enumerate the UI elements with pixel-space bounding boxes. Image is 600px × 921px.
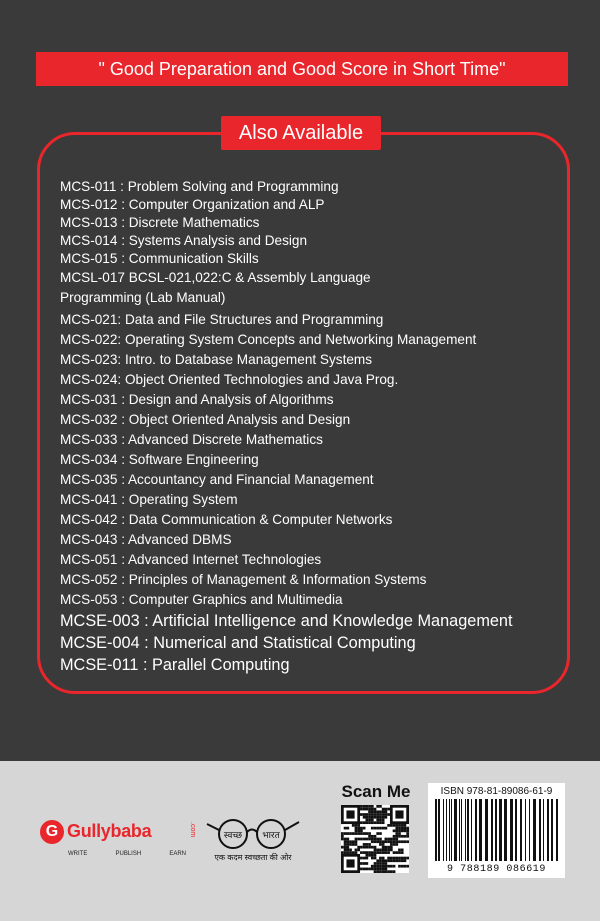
tag-write: WRITE	[68, 851, 88, 857]
isbn-digits: 9 788189 086619	[446, 864, 546, 875]
slogan-text: " Good Preparation and Good Score in Short Time"	[98, 58, 506, 79]
book-list-item: MCS-032 : Object Oriented Analysis and Design	[60, 412, 351, 427]
swachh-bharat-logo	[203, 816, 303, 866]
gandhi-glasses-icon	[203, 816, 303, 852]
book-list-item: MCS-043 : Advanced DBMS	[60, 532, 232, 547]
scan-me-label: Scan Me	[341, 782, 411, 801]
qr-code	[341, 805, 409, 873]
book-list-item: MCS-031 : Design and Analysis of Algorithms	[60, 392, 334, 407]
book-list-item: MCS-052 : Principles of Management & Information Systems	[60, 572, 427, 587]
book-list-item: MCS-021: Data and File Structures and Programming	[60, 312, 384, 327]
book-list-item: MCS-012 : Computer Organization and ALP	[60, 197, 325, 212]
book-list-item: MCSE-004 : Numerical and Statistical Computing	[60, 634, 416, 652]
book-list-item: MCS-051 : Advanced Internet Technologies	[60, 552, 322, 567]
also-available-label: Also Available	[238, 121, 364, 144]
barcode-icon	[433, 799, 560, 863]
book-list-item: MCS-011 : Problem Solving and Programming	[60, 179, 339, 194]
book-list-item: MCS-024: Object Oriented Technologies and Java Prog.	[60, 372, 399, 387]
swachh-tagline: एक कदम स्वच्छता की ओर	[214, 853, 292, 862]
isbn-label: ISBN 978-81-89086-61-9	[440, 786, 553, 797]
book-list-item: MCSL-017 BCSL-021,022:C & Assembly Language	[60, 270, 371, 285]
tag-publish: PUBLISH	[115, 851, 142, 857]
book-list-item: Programming (Lab Manual)	[60, 290, 226, 305]
book-list-item: MCS-023: Intro. to Database Management Systems	[60, 352, 373, 367]
book-list-item: MCS-015 : Communication Skills	[60, 251, 259, 266]
book-list-item: MCS-014 : Systems Analysis and Design	[60, 233, 308, 248]
gullybaba-logo	[40, 820, 195, 860]
gullybaba-g-icon: G	[40, 820, 64, 844]
slogan-banner	[36, 52, 568, 86]
swachh-left-text: स्वच्छ	[223, 831, 243, 841]
isbn-barcode-box	[428, 783, 565, 878]
publisher-domain: .com	[189, 822, 196, 838]
book-list-item: MCS-013 : Discrete Mathematics	[60, 215, 260, 230]
swachh-right-text: भारत	[262, 831, 280, 841]
publisher-name: Gullybaba	[67, 821, 152, 841]
book-list-item: MCS-041 : Operating System	[60, 492, 238, 507]
book-list-item: MCSE-011 : Parallel Computing	[60, 656, 290, 674]
book-list-item: MCS-053 : Computer Graphics and Multimedia	[60, 592, 343, 607]
book-list-item: MCSE-003 : Artificial Intelligence and Knowledge Management	[60, 612, 513, 630]
book-list-item: MCS-033 : Advanced Discrete Mathematics	[60, 432, 323, 447]
book-list-item: MCS-034 : Software Engineering	[60, 452, 259, 467]
book-list-item: MCS-022: Operating System Concepts and Networking Management	[60, 332, 477, 347]
book-list-item: MCS-035 : Accountancy and Financial Management	[60, 472, 374, 487]
tag-earn: EARN	[169, 851, 186, 857]
also-available-badge	[221, 116, 381, 150]
publisher-tagline	[68, 851, 186, 857]
qr-code-icon	[341, 805, 409, 873]
book-list-item: MCS-042 : Data Communication & Computer Networks	[60, 512, 393, 527]
